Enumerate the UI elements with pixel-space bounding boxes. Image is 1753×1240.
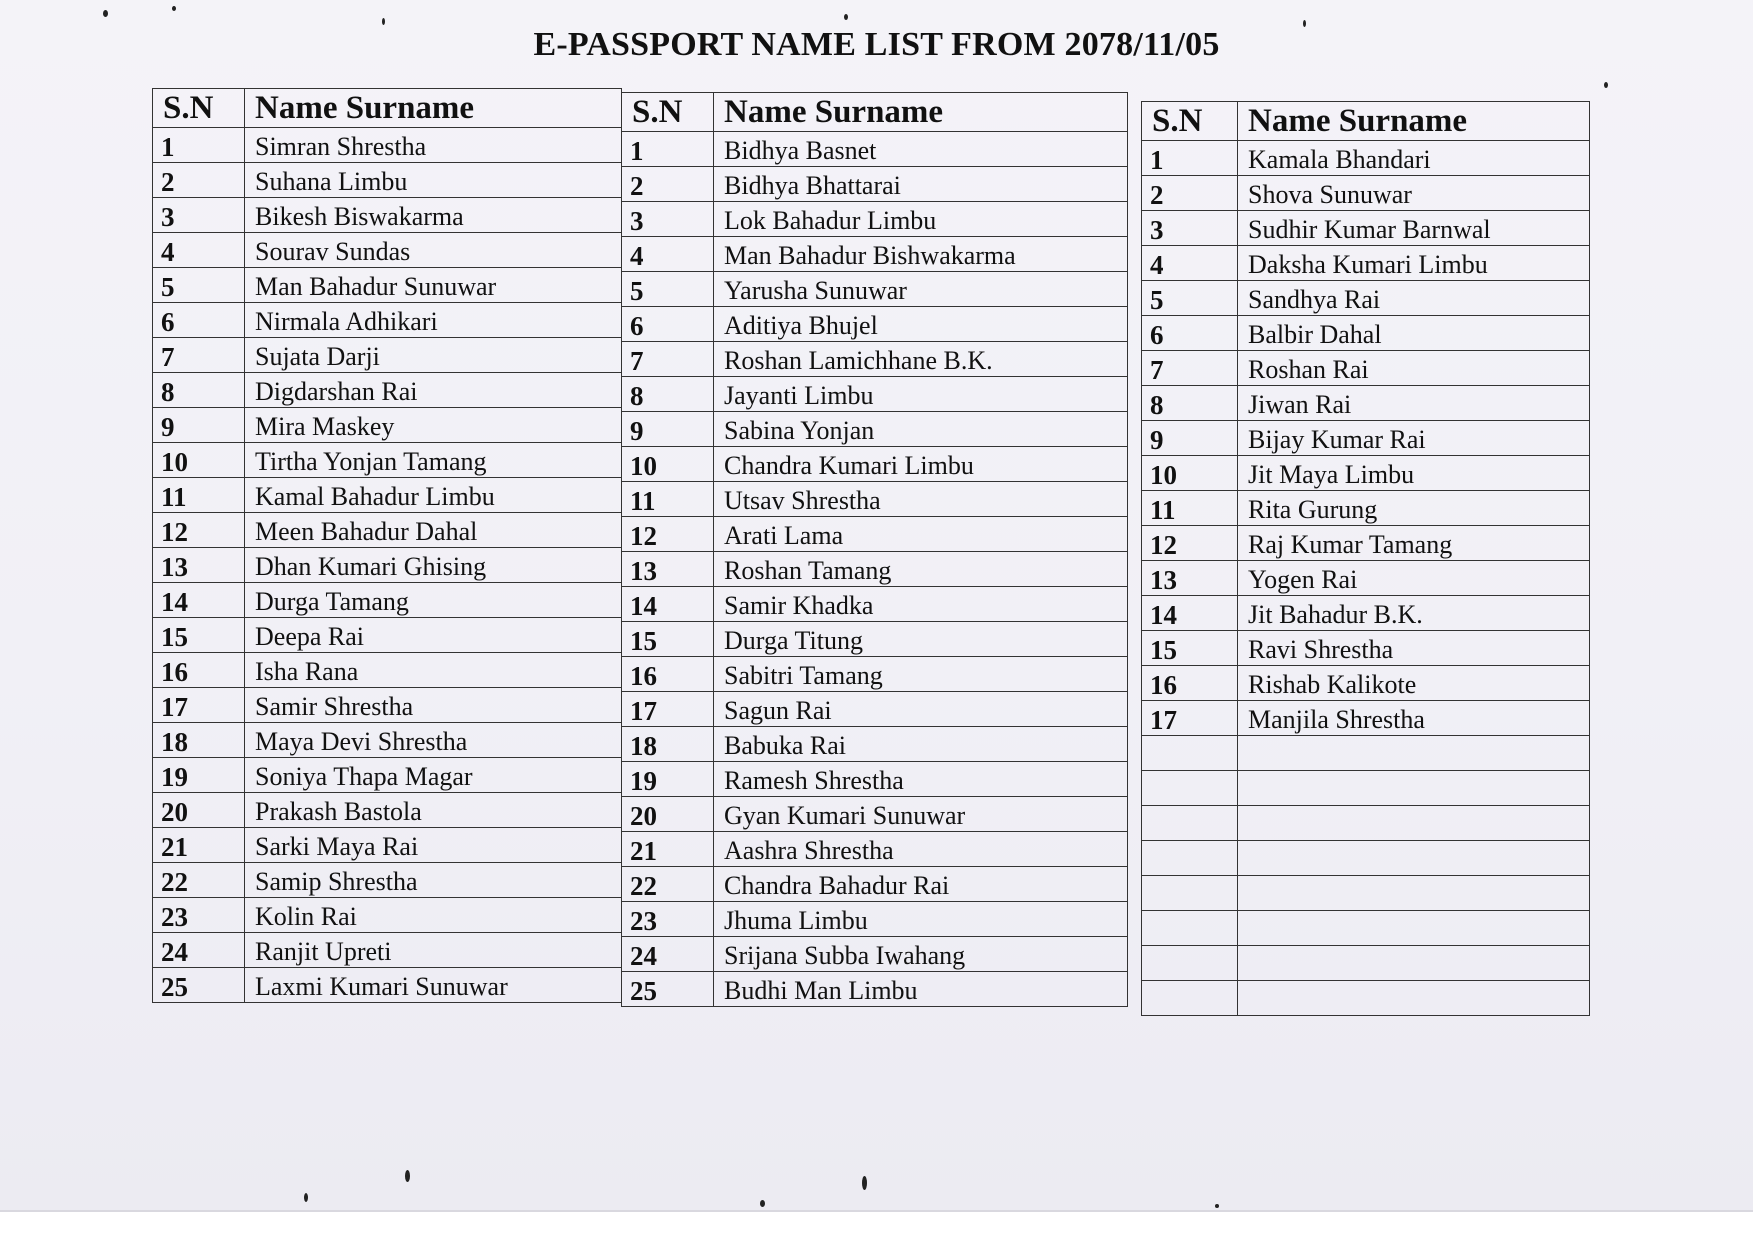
- name-header: Name Surname: [1238, 102, 1590, 141]
- name-cell: Babuka Rai: [714, 727, 1128, 762]
- name-cell: [1238, 911, 1590, 946]
- name-cell: Lok Bahadur Limbu: [714, 202, 1128, 237]
- name-cell: Ramesh Shrestha: [714, 762, 1128, 797]
- table-row: [1142, 141, 1590, 176]
- sn-cell: 8: [622, 377, 714, 412]
- name-cell: Utsav Shrestha: [714, 482, 1128, 517]
- sn-cell: 4: [1142, 246, 1238, 281]
- name-cell: Budhi Man Limbu: [714, 972, 1128, 1007]
- name-cell: Roshan Lamichhane B.K.: [714, 342, 1128, 377]
- name-cell: [1238, 806, 1590, 841]
- name-cell: Bijay Kumar Rai: [1238, 421, 1590, 456]
- sn-cell: 20: [153, 793, 245, 828]
- table-row: [153, 968, 622, 1003]
- scan-speck: [304, 1193, 308, 1202]
- table-row: [622, 587, 1128, 622]
- sn-cell: 14: [622, 587, 714, 622]
- sn-header: S.N: [153, 89, 245, 128]
- table-row: [622, 377, 1128, 412]
- name-list-table-1: [152, 88, 622, 1003]
- table-row: [1142, 911, 1590, 946]
- table-row: [622, 167, 1128, 202]
- name-cell: Jit Maya Limbu: [1238, 456, 1590, 491]
- table-row: [153, 758, 622, 793]
- name-cell: [1238, 946, 1590, 981]
- table-row: [153, 583, 622, 618]
- table-row: [153, 653, 622, 688]
- sn-cell: 10: [153, 443, 245, 478]
- name-cell: Sarki Maya Rai: [245, 828, 622, 863]
- table-row: [1142, 596, 1590, 631]
- sn-cell: 9: [622, 412, 714, 447]
- table-row: [153, 373, 622, 408]
- sn-cell: [1142, 806, 1238, 841]
- sn-cell: 3: [153, 198, 245, 233]
- sn-cell: 17: [1142, 701, 1238, 736]
- scan-speck: [172, 6, 176, 11]
- table-row: [153, 898, 622, 933]
- sn-cell: 24: [153, 933, 245, 968]
- sn-cell: [1142, 771, 1238, 806]
- name-cell: Rita Gurung: [1238, 491, 1590, 526]
- sn-cell: 12: [153, 513, 245, 548]
- name-list-table-3: [1141, 101, 1590, 1016]
- name-cell: Jiwan Rai: [1238, 386, 1590, 421]
- name-cell: Aditiya Bhujel: [714, 307, 1128, 342]
- sn-cell: 10: [622, 447, 714, 482]
- table-row: [153, 198, 622, 233]
- sn-cell: 1: [1142, 141, 1238, 176]
- sn-cell: 7: [153, 338, 245, 373]
- table-row: [153, 128, 622, 163]
- sn-cell: 2: [622, 167, 714, 202]
- table-row: [1142, 456, 1590, 491]
- sn-cell: 12: [622, 517, 714, 552]
- table-row: [1142, 946, 1590, 981]
- sn-cell: 5: [153, 268, 245, 303]
- sn-cell: 15: [622, 622, 714, 657]
- sn-cell: 9: [153, 408, 245, 443]
- name-cell: Isha Rana: [245, 653, 622, 688]
- name-cell: [1238, 876, 1590, 911]
- table-row: [1142, 351, 1590, 386]
- scan-speck: [382, 18, 385, 25]
- table-row: [622, 307, 1128, 342]
- table-row: [1142, 211, 1590, 246]
- sn-cell: 15: [1142, 631, 1238, 666]
- name-cell: [1238, 841, 1590, 876]
- sn-cell: 10: [1142, 456, 1238, 491]
- sn-cell: 14: [153, 583, 245, 618]
- name-cell: Maya Devi Shrestha: [245, 723, 622, 758]
- name-cell: Chandra Bahadur Rai: [714, 867, 1128, 902]
- scan-speck: [405, 1170, 410, 1182]
- name-cell: Kolin Rai: [245, 898, 622, 933]
- scan-speck: [844, 14, 848, 20]
- name-cell: Sujata Darji: [245, 338, 622, 373]
- sn-cell: 18: [153, 723, 245, 758]
- sn-cell: 16: [153, 653, 245, 688]
- sn-cell: 21: [153, 828, 245, 863]
- table-row: [1142, 421, 1590, 456]
- table-row: [153, 268, 622, 303]
- sn-cell: 19: [153, 758, 245, 793]
- sn-cell: 12: [1142, 526, 1238, 561]
- sn-cell: 24: [622, 937, 714, 972]
- sn-cell: 4: [153, 233, 245, 268]
- sn-cell: 22: [622, 867, 714, 902]
- table-row: [622, 517, 1128, 552]
- name-cell: Raj Kumar Tamang: [1238, 526, 1590, 561]
- name-cell: Dhan Kumari Ghising: [245, 548, 622, 583]
- table-row: [622, 552, 1128, 587]
- sn-cell: 7: [1142, 351, 1238, 386]
- sn-cell: 25: [622, 972, 714, 1007]
- sn-cell: 13: [622, 552, 714, 587]
- name-cell: Samir Khadka: [714, 587, 1128, 622]
- table-row: [1142, 561, 1590, 596]
- table-row: [153, 443, 622, 478]
- sn-cell: 23: [622, 902, 714, 937]
- name-cell: Arati Lama: [714, 517, 1128, 552]
- sn-cell: 3: [1142, 211, 1238, 246]
- name-cell: Manjila Shrestha: [1238, 701, 1590, 736]
- name-cell: Ravi Shrestha: [1238, 631, 1590, 666]
- name-list-table-2: [621, 92, 1128, 1007]
- name-cell: Sudhir Kumar Barnwal: [1238, 211, 1590, 246]
- scan-speck: [1604, 82, 1608, 88]
- table-header-row: [153, 89, 622, 128]
- page-title: E-PASSPORT NAME LIST FROM 2078/11/05: [533, 26, 1220, 63]
- table-row: [1142, 841, 1590, 876]
- name-cell: [1238, 771, 1590, 806]
- table-row: [622, 692, 1128, 727]
- name-cell: Durga Tamang: [245, 583, 622, 618]
- table-row: [153, 233, 622, 268]
- sn-cell: 17: [153, 688, 245, 723]
- sn-cell: 25: [153, 968, 245, 1003]
- table-row: [622, 902, 1128, 937]
- sn-cell: 8: [1142, 386, 1238, 421]
- scan-speck: [760, 1200, 765, 1207]
- name-cell: Srijana Subba Iwahang: [714, 937, 1128, 972]
- table-row: [153, 723, 622, 758]
- table-row: [1142, 771, 1590, 806]
- table-row: [622, 657, 1128, 692]
- sn-cell: 19: [622, 762, 714, 797]
- sn-cell: [1142, 876, 1238, 911]
- table-row: [622, 202, 1128, 237]
- sn-cell: 21: [622, 832, 714, 867]
- name-cell: Nirmala Adhikari: [245, 303, 622, 338]
- table-row: [153, 408, 622, 443]
- table-row: [153, 933, 622, 968]
- name-cell: Digdarshan Rai: [245, 373, 622, 408]
- table-row: [1142, 876, 1590, 911]
- table-row: [622, 762, 1128, 797]
- name-cell: Sandhya Rai: [1238, 281, 1590, 316]
- name-cell: Soniya Thapa Magar: [245, 758, 622, 793]
- sn-cell: 5: [1142, 281, 1238, 316]
- name-cell: Chandra Kumari Limbu: [714, 447, 1128, 482]
- name-cell: [1238, 736, 1590, 771]
- table-row: [1142, 176, 1590, 211]
- sn-cell: [1142, 841, 1238, 876]
- scan-speck: [1215, 1204, 1219, 1208]
- table-row: [153, 548, 622, 583]
- table-row: [622, 132, 1128, 167]
- name-cell: Suhana Limbu: [245, 163, 622, 198]
- table-row: [1142, 806, 1590, 841]
- name-cell: Roshan Rai: [1238, 351, 1590, 386]
- name-cell: Jayanti Limbu: [714, 377, 1128, 412]
- name-cell: Samir Shrestha: [245, 688, 622, 723]
- sn-cell: 9: [1142, 421, 1238, 456]
- sn-cell: 11: [153, 478, 245, 513]
- table-row: [622, 237, 1128, 272]
- name-cell: Samip Shrestha: [245, 863, 622, 898]
- sn-cell: 1: [153, 128, 245, 163]
- table-row: [153, 863, 622, 898]
- table-row: [153, 618, 622, 653]
- sn-cell: 13: [153, 548, 245, 583]
- table-header-row: [622, 93, 1128, 132]
- name-cell: Gyan Kumari Sunuwar: [714, 797, 1128, 832]
- table-row: [622, 342, 1128, 377]
- sn-cell: 14: [1142, 596, 1238, 631]
- name-cell: Aashra Shrestha: [714, 832, 1128, 867]
- sn-header: S.N: [1142, 102, 1238, 141]
- name-cell: Roshan Tamang: [714, 552, 1128, 587]
- sn-cell: 16: [1142, 666, 1238, 701]
- table-row: [1142, 981, 1590, 1016]
- table-row: [1142, 631, 1590, 666]
- name-cell: Sabina Yonjan: [714, 412, 1128, 447]
- table-row: [1142, 386, 1590, 421]
- table-row: [153, 688, 622, 723]
- name-cell: Balbir Dahal: [1238, 316, 1590, 351]
- name-cell: Man Bahadur Sunuwar: [245, 268, 622, 303]
- name-cell: Meen Bahadur Dahal: [245, 513, 622, 548]
- name-cell: Kamala Bhandari: [1238, 141, 1590, 176]
- name-cell: Jhuma Limbu: [714, 902, 1128, 937]
- name-cell: Sabitri Tamang: [714, 657, 1128, 692]
- name-cell: Bikesh Biswakarma: [245, 198, 622, 233]
- scan-speck: [862, 1176, 867, 1190]
- name-cell: Laxmi Kumari Sunuwar: [245, 968, 622, 1003]
- table-row: [153, 338, 622, 373]
- table-row: [622, 622, 1128, 657]
- sn-cell: 16: [622, 657, 714, 692]
- sn-cell: 11: [1142, 491, 1238, 526]
- name-cell: Man Bahadur Bishwakarma: [714, 237, 1128, 272]
- sn-cell: [1142, 736, 1238, 771]
- name-cell: Kamal Bahadur Limbu: [245, 478, 622, 513]
- sn-cell: 2: [153, 163, 245, 198]
- table-row: [153, 793, 622, 828]
- table-row: [622, 972, 1128, 1007]
- table-row: [1142, 666, 1590, 701]
- table-row: [1142, 246, 1590, 281]
- name-cell: Deepa Rai: [245, 618, 622, 653]
- name-cell: [1238, 981, 1590, 1016]
- sn-cell: [1142, 911, 1238, 946]
- sn-cell: 17: [622, 692, 714, 727]
- name-cell: Tirtha Yonjan Tamang: [245, 443, 622, 478]
- table-row: [153, 163, 622, 198]
- name-cell: Mira Maskey: [245, 408, 622, 443]
- name-cell: Jit Bahadur B.K.: [1238, 596, 1590, 631]
- table-row: [153, 513, 622, 548]
- table-row: [153, 303, 622, 338]
- sn-cell: 22: [153, 863, 245, 898]
- table-row: [622, 412, 1128, 447]
- table-row: [622, 867, 1128, 902]
- sn-cell: 4: [622, 237, 714, 272]
- name-cell: Bidhya Bhattarai: [714, 167, 1128, 202]
- sn-cell: [1142, 946, 1238, 981]
- sn-cell: 7: [622, 342, 714, 377]
- sn-cell: 6: [1142, 316, 1238, 351]
- name-cell: Rishab Kalikote: [1238, 666, 1590, 701]
- name-cell: Durga Titung: [714, 622, 1128, 657]
- table-row: [153, 478, 622, 513]
- name-cell: Yarusha Sunuwar: [714, 272, 1128, 307]
- table-row: [622, 447, 1128, 482]
- scan-speck: [1303, 20, 1306, 27]
- name-cell: Bidhya Basnet: [714, 132, 1128, 167]
- name-header: Name Surname: [714, 93, 1128, 132]
- sn-cell: 6: [153, 303, 245, 338]
- sn-cell: 5: [622, 272, 714, 307]
- sn-cell: [1142, 981, 1238, 1016]
- name-cell: Sagun Rai: [714, 692, 1128, 727]
- name-cell: Ranjit Upreti: [245, 933, 622, 968]
- sn-cell: 15: [153, 618, 245, 653]
- sn-cell: 2: [1142, 176, 1238, 211]
- sn-cell: 1: [622, 132, 714, 167]
- name-header: Name Surname: [245, 89, 622, 128]
- table-row: [622, 937, 1128, 972]
- table-row: [1142, 526, 1590, 561]
- sn-cell: 23: [153, 898, 245, 933]
- table-row: [1142, 701, 1590, 736]
- sn-cell: 6: [622, 307, 714, 342]
- sn-cell: 8: [153, 373, 245, 408]
- name-cell: Shova Sunuwar: [1238, 176, 1590, 211]
- table-row: [622, 727, 1128, 762]
- table-row: [1142, 281, 1590, 316]
- name-cell: Sourav Sundas: [245, 233, 622, 268]
- sn-cell: 13: [1142, 561, 1238, 596]
- sn-cell: 20: [622, 797, 714, 832]
- table-row: [622, 797, 1128, 832]
- name-cell: Yogen Rai: [1238, 561, 1590, 596]
- name-cell: Daksha Kumari Limbu: [1238, 246, 1590, 281]
- name-cell: Simran Shrestha: [245, 128, 622, 163]
- table-row: [622, 832, 1128, 867]
- table-row: [1142, 316, 1590, 351]
- table-row: [1142, 736, 1590, 771]
- table-row: [622, 482, 1128, 517]
- name-cell: Prakash Bastola: [245, 793, 622, 828]
- sn-cell: 18: [622, 727, 714, 762]
- sn-cell: 11: [622, 482, 714, 517]
- table-header-row: [1142, 102, 1590, 141]
- scan-speck: [103, 10, 108, 17]
- sn-cell: 3: [622, 202, 714, 237]
- table-row: [153, 828, 622, 863]
- table-row: [1142, 491, 1590, 526]
- sn-header: S.N: [622, 93, 714, 132]
- table-row: [622, 272, 1128, 307]
